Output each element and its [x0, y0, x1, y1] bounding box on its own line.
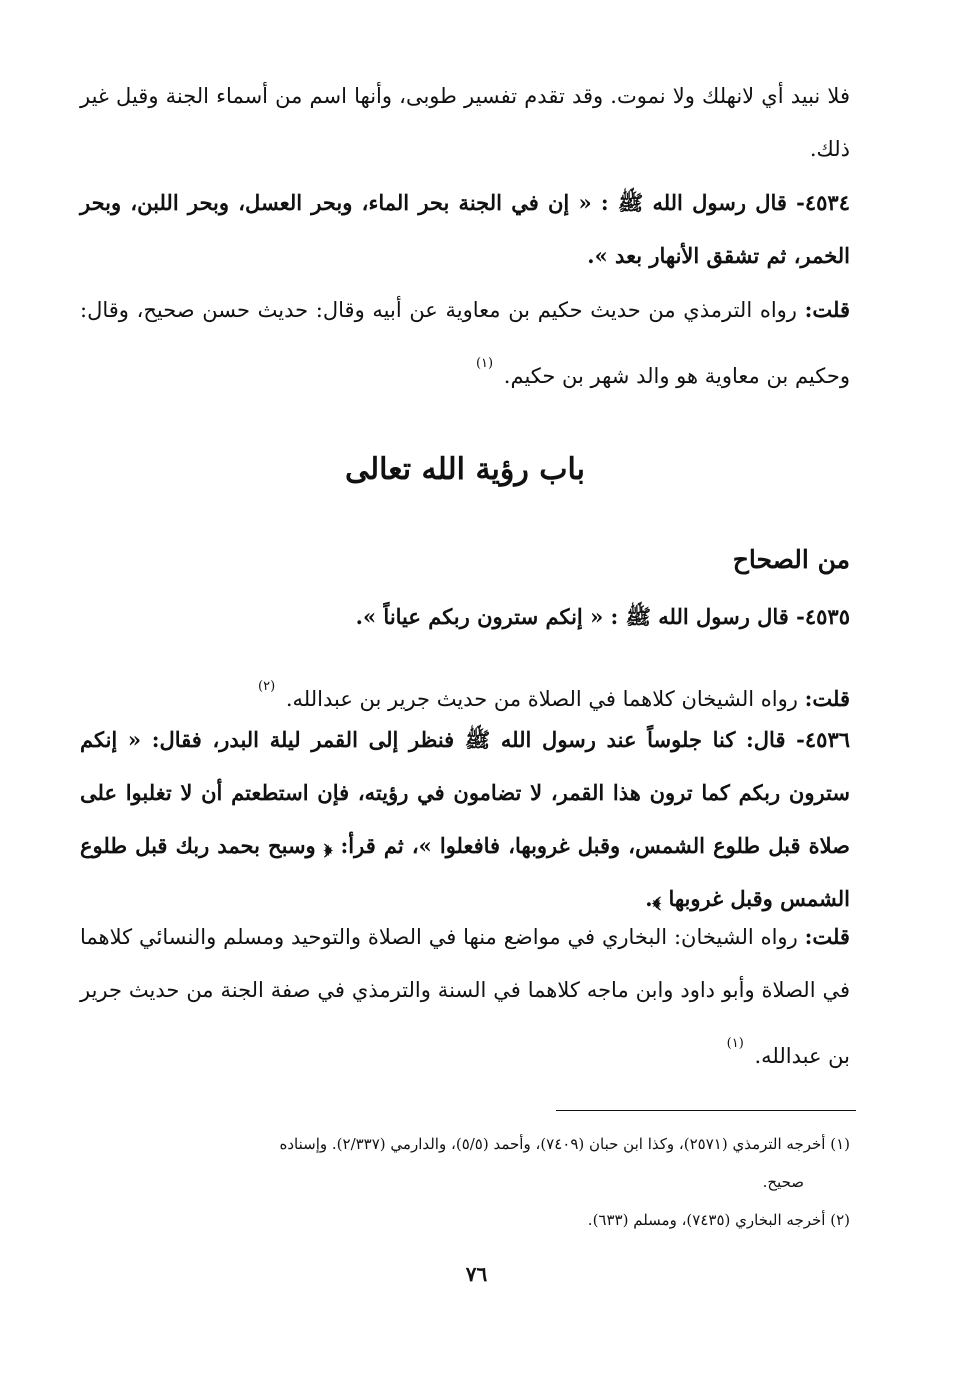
hadith-4536 [80, 713, 850, 925]
hadith-4535 [80, 590, 850, 643]
commentary-label: قلت: [804, 297, 850, 322]
chapter-title: باب رؤية الله تعالى [344, 452, 586, 487]
footnotes [80, 1125, 850, 1239]
footnote-1: (١) أخرجه الترمذي (٢٥٧١)، وكذا ابن حبان (٧٤٠٩)، وأحمد (٥/٥)، والدارمي (٢/٣٣٧). وإسناده [279, 1135, 850, 1153]
hadith-4536-text: ٤٥٣٦- قال: كنا جلوساً عند رسول الله ﷺ فنظر إلى القمر ليلة البدر، فقال: « إنكم سترون ربكم كما ترون هذا القمر، لا تضامون في رؤيته، فإن استطعتم أن لا تغلبوا على صلاة قبل طلوع الشمس، وقبل غروبها، فافعلوا »، ثم قرأ: ﴿ وسبح بحمد ربك قبل طلوع الشمس وقبل غروبها ﴾. [80, 727, 851, 911]
commentary-4534 [80, 283, 850, 403]
footnote-1-continuation: صحيح. [762, 1173, 804, 1191]
footnote-ref: (١) [726, 1036, 744, 1051]
page-number: ٧٦ [465, 1262, 488, 1286]
footnote-ref: (١) [475, 356, 494, 371]
intro-paragraph [80, 70, 850, 176]
commentary-4536-text: رواه الشيخان: البخاري في مواضع منها في الصلاة والتوحيد ومسلم والنسائي كلاهما في الصلاة وأبو داود وابن ماجه كلاهما في السنة والترمذي في صفة الجنة من حديث جرير بن عبدالله. [80, 925, 850, 1068]
footnote-2: (٢) أخرجه البخاري (٧٤٣٥)، ومسلم (٦٣٣). [587, 1211, 850, 1229]
hadith-4535-text: ٤٥٣٥- قال رسول الله ﷺ : « إنكم سترون ربكم عياناً ». [355, 604, 850, 629]
commentary-4536 [80, 910, 850, 1083]
footnote-divider [556, 1110, 856, 1111]
section-heading: من الصحاح [732, 545, 850, 574]
footnote-ref: (٢) [258, 679, 276, 694]
commentary-4534-text: رواه الترمذي من حديث حكيم بن معاوية عن أبيه وقال: حديث حسن صحيح، وقال: وحكيم بن معاوية هو والد شهر بن حكيم. [80, 298, 850, 388]
hadith-4534-text: ٤٥٣٤- قال رسول الله ﷺ : « إن في الجنة بحر الماء، وبحر العسل، وبحر اللبن، وبحر الخمر، ثم تشقق الأنهار بعد ». [80, 190, 850, 268]
commentary-4535-text: رواه الشيخان كلاهما في الصلاة من حديث جرير بن عبدالله. [285, 687, 798, 711]
commentary-label: قلت: [804, 686, 850, 711]
intro-text: فلا نبيد أي لانهلك ولا نموت. وقد تقدم تفسير طوبى، وأنها اسم من أسماء الجنة وقيل غير ذلك. [80, 84, 850, 161]
commentary-label: قلت: [804, 924, 850, 949]
hadith-4534 [80, 176, 850, 282]
